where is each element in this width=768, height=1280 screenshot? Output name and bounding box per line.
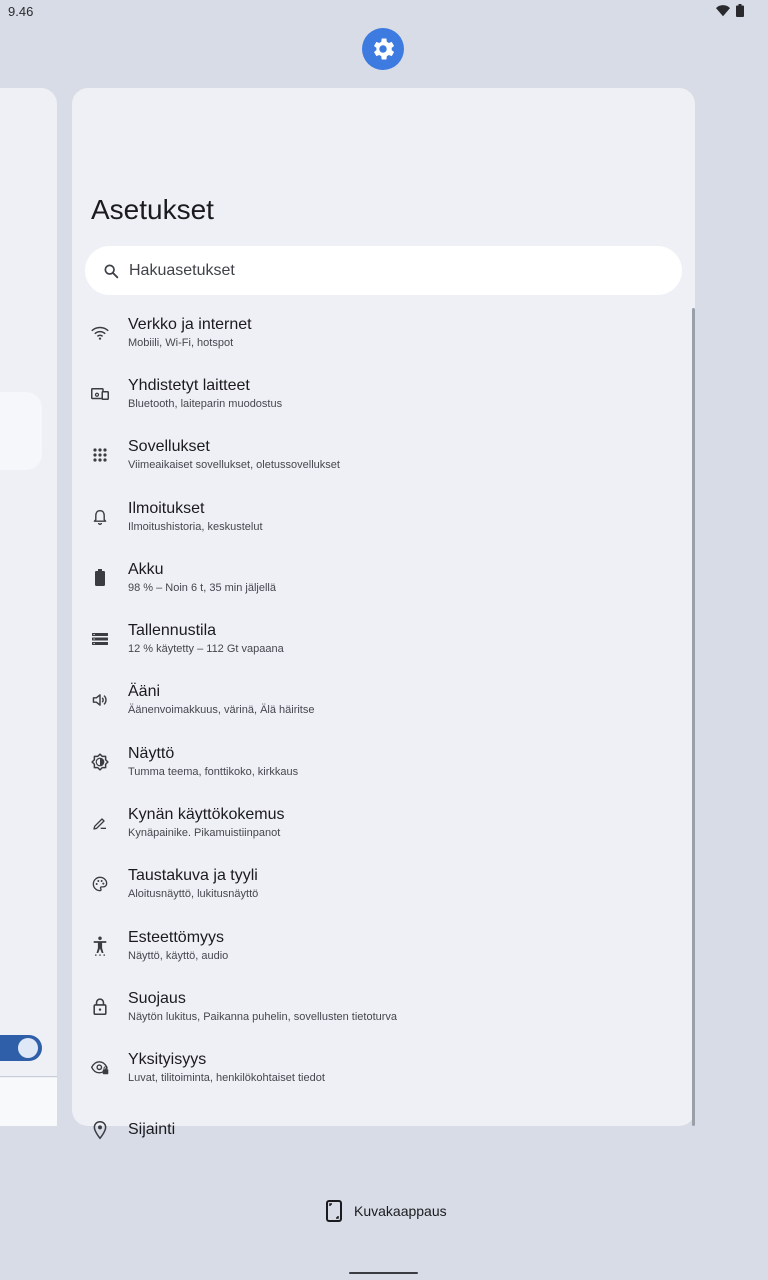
settings-item-stylus[interactable] bbox=[72, 792, 692, 853]
battery-icon bbox=[90, 568, 110, 588]
settings-item-connected-devices[interactable] bbox=[72, 363, 692, 424]
item-title: Sijainti bbox=[128, 1120, 176, 1138]
settings-item-location[interactable] bbox=[72, 1099, 692, 1160]
item-subtitle: Näytön lukitus, Paikanna puhelin, sovellusten tietoturva bbox=[128, 1010, 398, 1023]
status-icons bbox=[716, 4, 744, 17]
item-title: Esteettömyys bbox=[128, 928, 225, 946]
item-title: Suojaus bbox=[128, 989, 186, 1007]
item-title: Akku bbox=[128, 560, 164, 578]
item-title: Yksityisyys bbox=[128, 1051, 207, 1069]
item-title: Sovellukset bbox=[128, 438, 210, 456]
status-time: 9.46 bbox=[8, 4, 34, 19]
privacy-eye-icon bbox=[90, 1058, 110, 1078]
devices-icon bbox=[90, 384, 110, 404]
previous-card-toggle bbox=[0, 1035, 42, 1061]
volume-icon bbox=[90, 690, 110, 710]
item-subtitle: Näyttö, käyttö, audio bbox=[128, 949, 229, 962]
settings-app-card[interactable] bbox=[72, 88, 695, 1138]
navigation-handle[interactable] bbox=[349, 1272, 418, 1274]
settings-item-notifications[interactable] bbox=[72, 486, 692, 547]
item-title: Verkko ja internet bbox=[128, 315, 252, 333]
item-title: Tallennustila bbox=[128, 622, 217, 640]
brightness-icon bbox=[90, 752, 110, 772]
item-subtitle: Aloitusnäyttö, lukitusnäyttö bbox=[128, 888, 259, 901]
accessibility-icon bbox=[90, 936, 110, 956]
pen-icon bbox=[90, 813, 110, 833]
settings-item-privacy[interactable] bbox=[72, 1038, 692, 1099]
item-title: Taustakuva ja tyyli bbox=[128, 867, 258, 885]
divider bbox=[0, 1076, 57, 1077]
screenshot-icon bbox=[326, 1200, 342, 1222]
gear-icon bbox=[369, 35, 397, 63]
item-subtitle: Viimeaikaiset sovellukset, oletussovellukset bbox=[128, 459, 340, 472]
previous-card-bottom bbox=[0, 1078, 57, 1126]
bell-icon bbox=[90, 507, 110, 527]
item-subtitle: 12 % käytetty – 112 Gt vapaana bbox=[128, 643, 284, 656]
page-title: Asetukset bbox=[91, 194, 214, 225]
item-subtitle: Kynäpainike. Pikamuistiinpanot bbox=[128, 827, 281, 840]
storage-icon bbox=[90, 629, 110, 649]
settings-app-icon[interactable] bbox=[362, 28, 404, 70]
screenshot-button[interactable] bbox=[326, 1200, 447, 1222]
item-subtitle: Luvat, tilitoiminta, henkilökohtaiset tiedot bbox=[128, 1072, 325, 1085]
settings-item-battery[interactable] bbox=[72, 547, 692, 608]
previous-card-panel bbox=[0, 392, 42, 470]
settings-item-security[interactable] bbox=[72, 976, 692, 1037]
item-subtitle: Mobiili, Wi-Fi, hotspot bbox=[128, 336, 234, 349]
item-title: Kynän käyttökokemus bbox=[128, 806, 285, 824]
palette-icon bbox=[90, 874, 110, 894]
settings-item-wallpaper[interactable] bbox=[72, 854, 692, 915]
status-bar bbox=[0, 0, 768, 24]
item-title: Ilmoitukset bbox=[128, 499, 205, 517]
item-subtitle: Bluetooth, laiteparin muodostus bbox=[128, 397, 283, 410]
settings-list bbox=[72, 302, 692, 1160]
item-title: Ääni bbox=[128, 683, 161, 701]
previous-app-card[interactable] bbox=[0, 88, 57, 1126]
lock-icon bbox=[90, 997, 110, 1017]
search-placeholder: Hakuasetukset bbox=[129, 261, 235, 279]
settings-item-accessibility[interactable] bbox=[72, 915, 692, 976]
battery-icon bbox=[736, 4, 744, 17]
screenshot-label: Kuvakaappaus bbox=[354, 1203, 447, 1219]
item-subtitle: Ilmoitushistoria, keskustelut bbox=[128, 520, 263, 533]
item-title: Yhdistetyt laitteet bbox=[128, 376, 250, 394]
settings-item-storage[interactable] bbox=[72, 608, 692, 669]
settings-item-sound[interactable] bbox=[72, 670, 692, 731]
scrollbar[interactable] bbox=[692, 308, 695, 1126]
item-title: Näyttö bbox=[128, 744, 175, 762]
settings-item-apps[interactable] bbox=[72, 425, 692, 486]
settings-item-network[interactable] bbox=[72, 302, 692, 363]
apps-grid-icon bbox=[90, 445, 110, 465]
item-subtitle: Tumma teema, fonttikoko, kirkkaus bbox=[128, 765, 299, 778]
settings-item-display[interactable] bbox=[72, 731, 692, 792]
item-subtitle: Äänenvoimakkuus, värinä, Älä häiritse bbox=[128, 704, 315, 717]
wifi-icon bbox=[716, 5, 730, 17]
item-subtitle: 98 % – Noin 6 t, 35 min jäljellä bbox=[128, 581, 276, 594]
wifi-icon bbox=[90, 323, 110, 343]
search-input[interactable] bbox=[85, 246, 682, 295]
search-icon bbox=[103, 263, 119, 279]
location-icon bbox=[90, 1120, 110, 1140]
